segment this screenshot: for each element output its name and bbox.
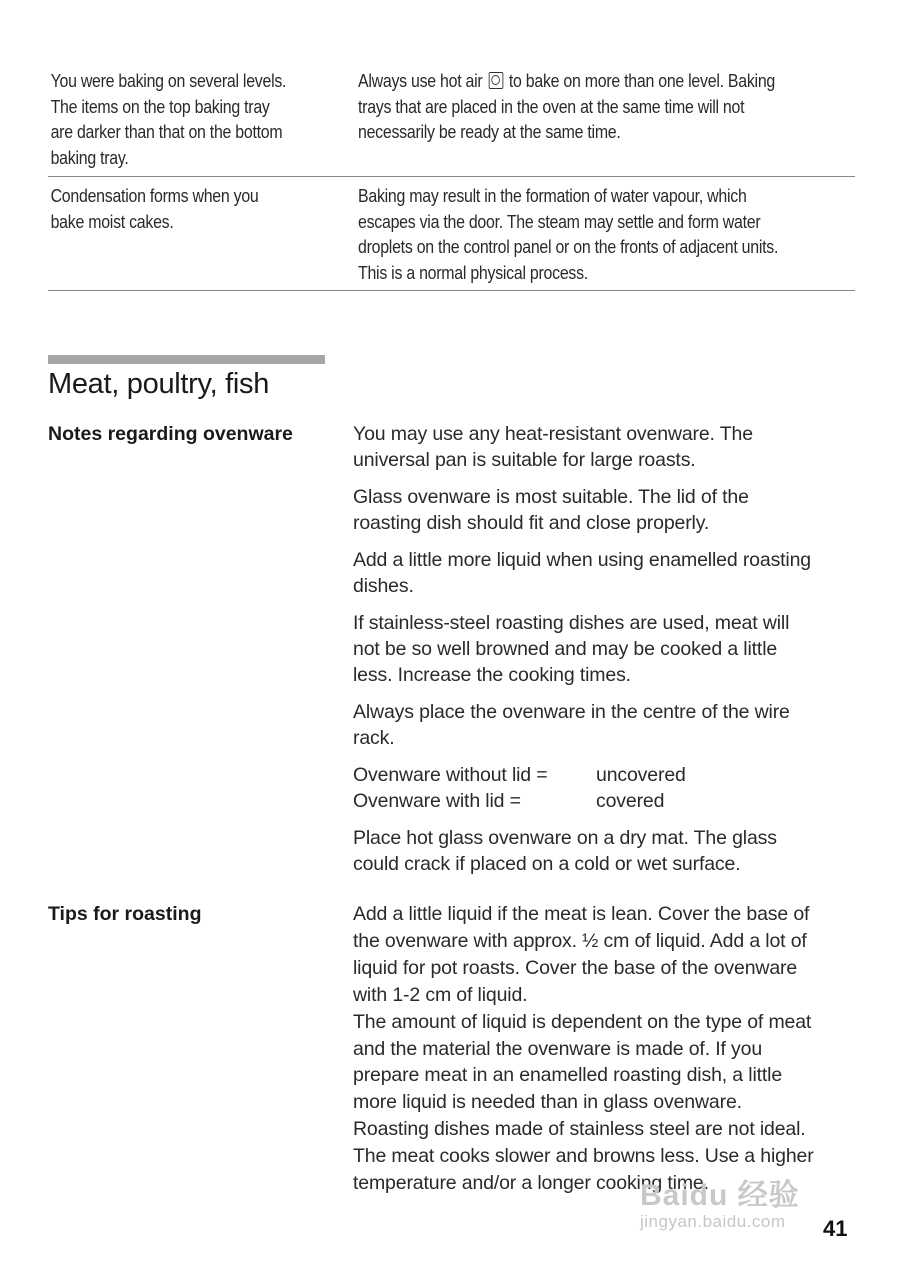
table-row: [48, 177, 855, 291]
paragraph: [353, 610, 858, 688]
paragraph: [353, 825, 858, 877]
notes-label: Notes regarding ovenware: [48, 423, 293, 445]
watermark-url: jingyan.baidu.com: [640, 1212, 786, 1231]
line: Add a little liquid if the meat is lean. Cover the base of: [353, 903, 810, 925]
paragraph: [353, 421, 858, 473]
table-row: [48, 66, 855, 177]
hot-air-icon: [488, 72, 503, 89]
solution-line: trays that are placed in the oven at the same time will not: [358, 95, 745, 117]
solution-line: necessarily be ready at the same time.: [358, 121, 621, 142]
line: Roasting dishes made of stainless steel are not ideal.: [353, 1118, 806, 1141]
problem-cell: [48, 183, 293, 290]
page-number: 41: [823, 1216, 848, 1241]
solution-cell: [355, 68, 855, 176]
problem-line: You were baking on several levels.: [50, 70, 287, 91]
problem-line: baking tray.: [50, 146, 129, 168]
roasting-label: Tips for roasting: [48, 903, 202, 925]
solution-line: This is a normal physical process.: [358, 261, 588, 283]
problem-line: The items on the top baking tray: [50, 95, 270, 117]
paragraph: [353, 484, 858, 536]
solution-line: droplets on the control panel or on the fronts of adjacent units.: [358, 236, 779, 257]
problem-cell: [48, 68, 293, 176]
watermark-logo: Baidu 经验: [640, 1179, 800, 1212]
line: temperature and/or a longer cooking time.: [353, 1172, 709, 1195]
line: roasting dish should fit and close properly.: [353, 512, 710, 534]
line: Add a little more liquid when using enamelled roasting: [353, 549, 812, 571]
line: Place hot glass ovenware on a dry mat. The glass: [353, 827, 777, 849]
line: could crack if placed on a cold or wet surface.: [353, 853, 741, 875]
problem-line: bake moist cakes.: [50, 210, 174, 232]
line: You may use any heat-resistant ovenware. The: [353, 423, 753, 445]
paragraph: [353, 699, 858, 751]
line: The amount of liquid is dependent on the type of meat: [353, 1010, 812, 1033]
notes-body: [353, 421, 858, 888]
line: Glass ovenware is most suitable. The lid of the: [353, 486, 749, 508]
line: with 1-2 cm of liquid.: [353, 983, 528, 1006]
solution-text: to bake on more than one level. Baking: [508, 70, 776, 91]
solution-cell: [355, 183, 855, 290]
line: the ovenware with approx. ½ cm of liquid. Add a lot of: [353, 929, 807, 952]
line: liquid for pot roasts. Cover the base of the ovenware: [353, 956, 798, 979]
solution-line: Baking may result in the formation of water vapour, which: [358, 185, 747, 206]
definition-term: Ovenware with lid =: [353, 790, 521, 812]
line: The meat cooks slower and browns less. Use a higher: [353, 1145, 814, 1168]
line: not be so well browned and may be cooked a little: [353, 638, 778, 660]
section-title: Meat, poultry, fish: [48, 368, 270, 400]
problem-line: are darker than that on the bottom: [50, 121, 283, 142]
definition-row: [353, 788, 858, 814]
solution-line: escapes via the door. The steam may settle and form water: [358, 210, 761, 232]
line: Always place the ovenware in the centre of the wire: [353, 701, 790, 723]
solution-line: [358, 68, 854, 94]
problem-line: Condensation forms when you: [50, 185, 259, 206]
baidu-watermark: [640, 1168, 850, 1238]
paragraph: [353, 901, 858, 1197]
line: more liquid is needed than in glass ovenware.: [353, 1091, 742, 1114]
definition-term: Ovenware without lid =: [353, 764, 548, 786]
definition-value: covered: [596, 790, 665, 812]
definition-row: [353, 762, 858, 788]
paragraph: [353, 547, 858, 599]
line: If stainless-steel roasting dishes are used, meat will: [353, 612, 790, 634]
line: dishes.: [353, 575, 414, 597]
line: and the material the ovenware is made of. If you: [353, 1037, 763, 1060]
line: rack.: [353, 727, 395, 749]
line: prepare meat in an enamelled roasting dish, a little: [353, 1064, 783, 1087]
solution-text: Always use hot air: [358, 70, 483, 91]
line: less. Increase the cooking times.: [353, 664, 631, 686]
definition-value: uncovered: [596, 764, 686, 786]
roasting-body: [353, 901, 858, 1197]
line: universal pan is suitable for large roasts.: [353, 449, 696, 471]
section-rule: [48, 355, 325, 364]
ovenware-definitions: [353, 762, 858, 814]
troubleshooting-table: [48, 66, 855, 291]
